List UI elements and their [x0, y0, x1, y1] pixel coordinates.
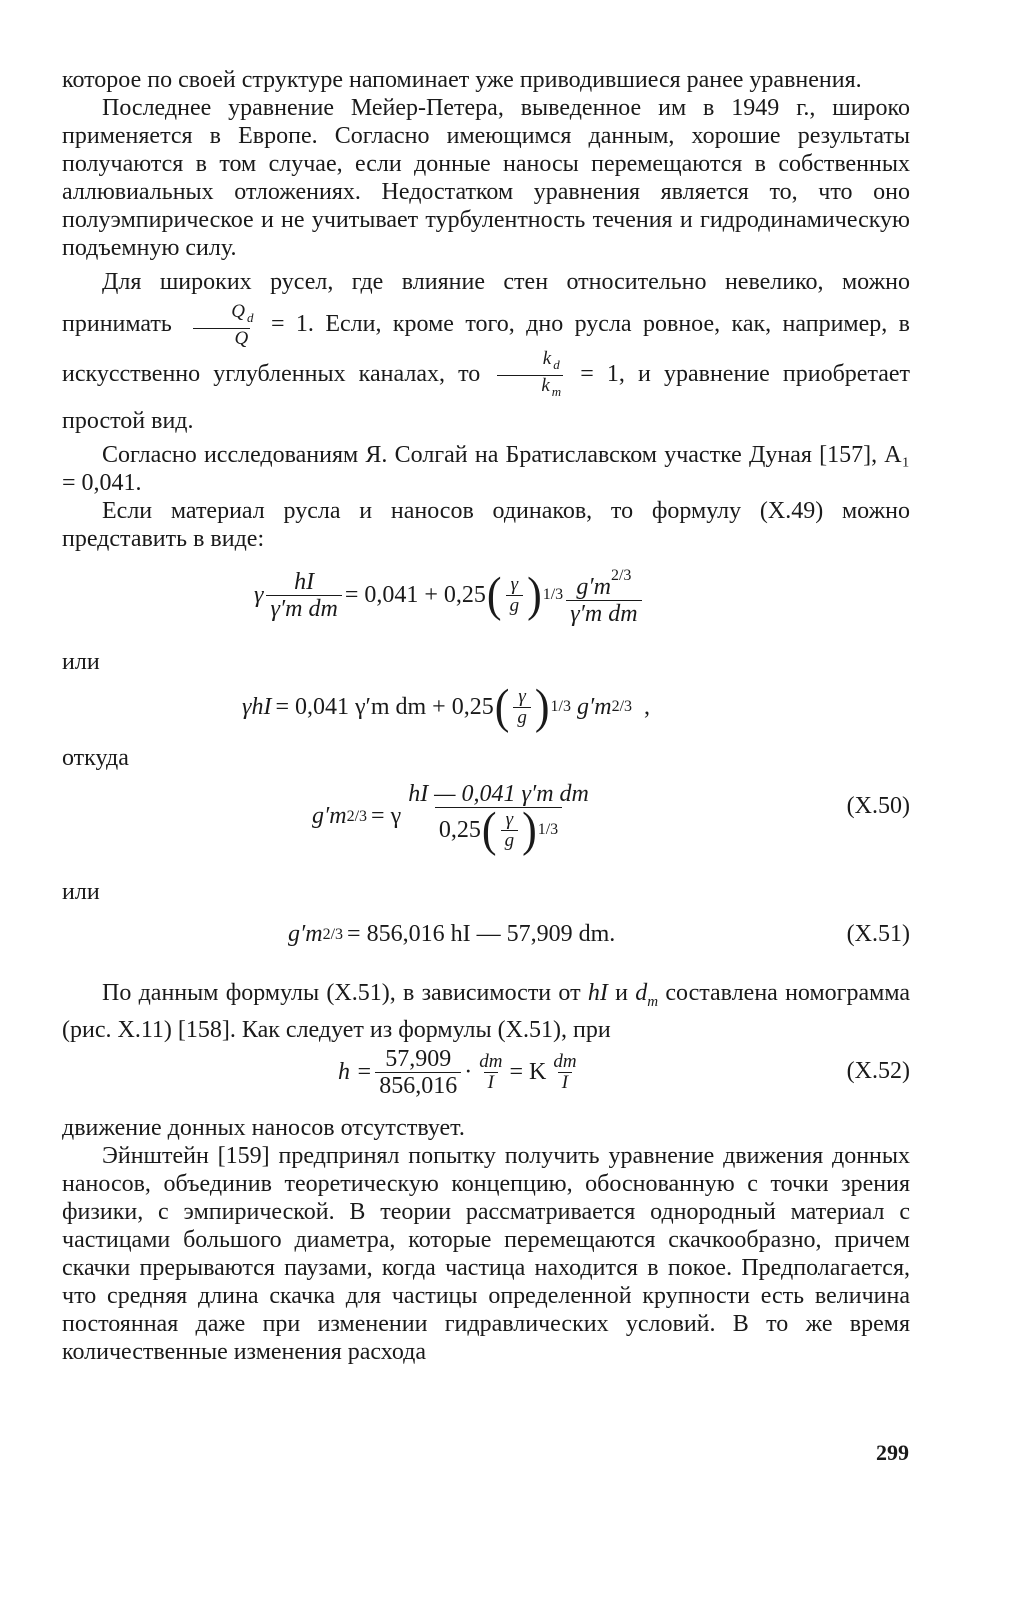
paragraph-4: Согласно исследованиям Я. Солгай на Братиславском участке Дуная [157], A₁ = 0,041. — [62, 442, 910, 497]
paragraph-8: Эйнштейн [159] предпринял попытку получить уравнение движения донных наносов, объединив теоретическую концепцию, обоснованную с точки зрения физики, с эмпирической. В теории рассматривается однородный материал с частицами большого диаметра, которые перемещаются скачкообразно, причем скачки прерываются паузами, когда частица находится в покое. Предполагается, что средняя длина скачка для частицы определенной крупности есть величина постоянная даже при изменении гидравлических условий. В то же время количественные изменения расхода — [62, 1143, 910, 1366]
page-number: 299 — [876, 1440, 909, 1465]
paragraph-1: которое по своей структуре напоминает уже приводившиеся ранее уравнения. — [62, 67, 862, 93]
equation-x50-row — [62, 777, 910, 877]
equation-1-row — [62, 553, 910, 645]
paragraph-6: По данным формулы (X.51), в зависимости от hI и $d_m$ составлена номограмма (рис. X.11) [158]. Как следует из формулы (X.51), при — [62, 980, 911, 1044]
equation-2-row — [62, 679, 910, 747]
equation-x51-number: (X.51) — [846, 921, 910, 948]
equation-x52-row — [62, 1044, 910, 1114]
paragraph-3-part-b: = 1. Если, кроме того, дно русла ровное, как, например, в искусственно углубленных каналах, то — [62, 310, 911, 387]
equation-x50-number: (X.50) — [846, 793, 910, 820]
equation-x51-row — [62, 913, 910, 979]
equation-x51: g′m 2/3 = 856,016 hI — 57,909 dm. — [288, 921, 616, 948]
paragraph-3 — [62, 262, 910, 441]
ratio-qd-q: $\frac{Q _d}{Q}$ — [187, 302, 255, 349]
equation-x52-number: (X.52) — [846, 1058, 910, 1085]
paragraph-3-part-a: Для широких русел, где влияние стен относительно невелико, можно принимать — [62, 269, 910, 337]
page-body — [62, 66, 910, 1366]
equation-1: γ $\frac{hI}{\text{γ′m dm}}$ = 0,041 + 0,25 ( $\frac{\gamma}{g}$ ) 1/3 $\frac{g'm^{2/3}}{\text{γ′m dm}}$ — [254, 563, 645, 627]
connector-row-2 — [62, 747, 910, 777]
connector-row-3 — [62, 877, 910, 913]
paragraph-7: движение донных наносов отсутствует. — [62, 1115, 465, 1142]
paragraph-5: Если материал русла и наносов одинаков, то формулу (X.49) можно представить в виде: — [62, 498, 910, 553]
ratio-kd-km: $\frac{k _d}{k _m}$ — [497, 349, 563, 402]
connector-or-2: или — [62, 879, 100, 906]
connector-row-1 — [62, 645, 910, 685]
paragraph-2: Последнее уравнение Мейер-Петера, выведенное им в 1949 г., широко применяется в Европе. Согласно имеющимся данным, хорошие результаты получаются в том случае, если донные наносы перемещаются в собственных аллювиальных отложениях. Недостатком уравнения является то, что оно полуэмпирическое и не учитывает турбулентность течения и гидродинамическую подъемную силу. — [62, 95, 910, 261]
paragraph-3-part-c: = 1, и уравнение приобретает простой вид. — [62, 360, 911, 435]
equation-2: γhI = 0,041 γ′m dm + 0,25 ( $\frac{\gamma}{g}$ ) 1/3 g′m 2/3 , — [242, 679, 651, 734]
equation-x52: h = $\frac{57,909}{856,016}$ · $\frac{dm}{I}$ = K $\frac{dm}{I}$ — [338, 1046, 577, 1100]
connector-whence: откуда — [62, 745, 129, 772]
connector-or-1: или — [62, 649, 100, 676]
equation-x50: g′m 2/3 = γ hI — 0,041 γ′m dm 0,25 ( $\frac{\gamma}{g}$ ) 1/3 — [312, 781, 589, 857]
